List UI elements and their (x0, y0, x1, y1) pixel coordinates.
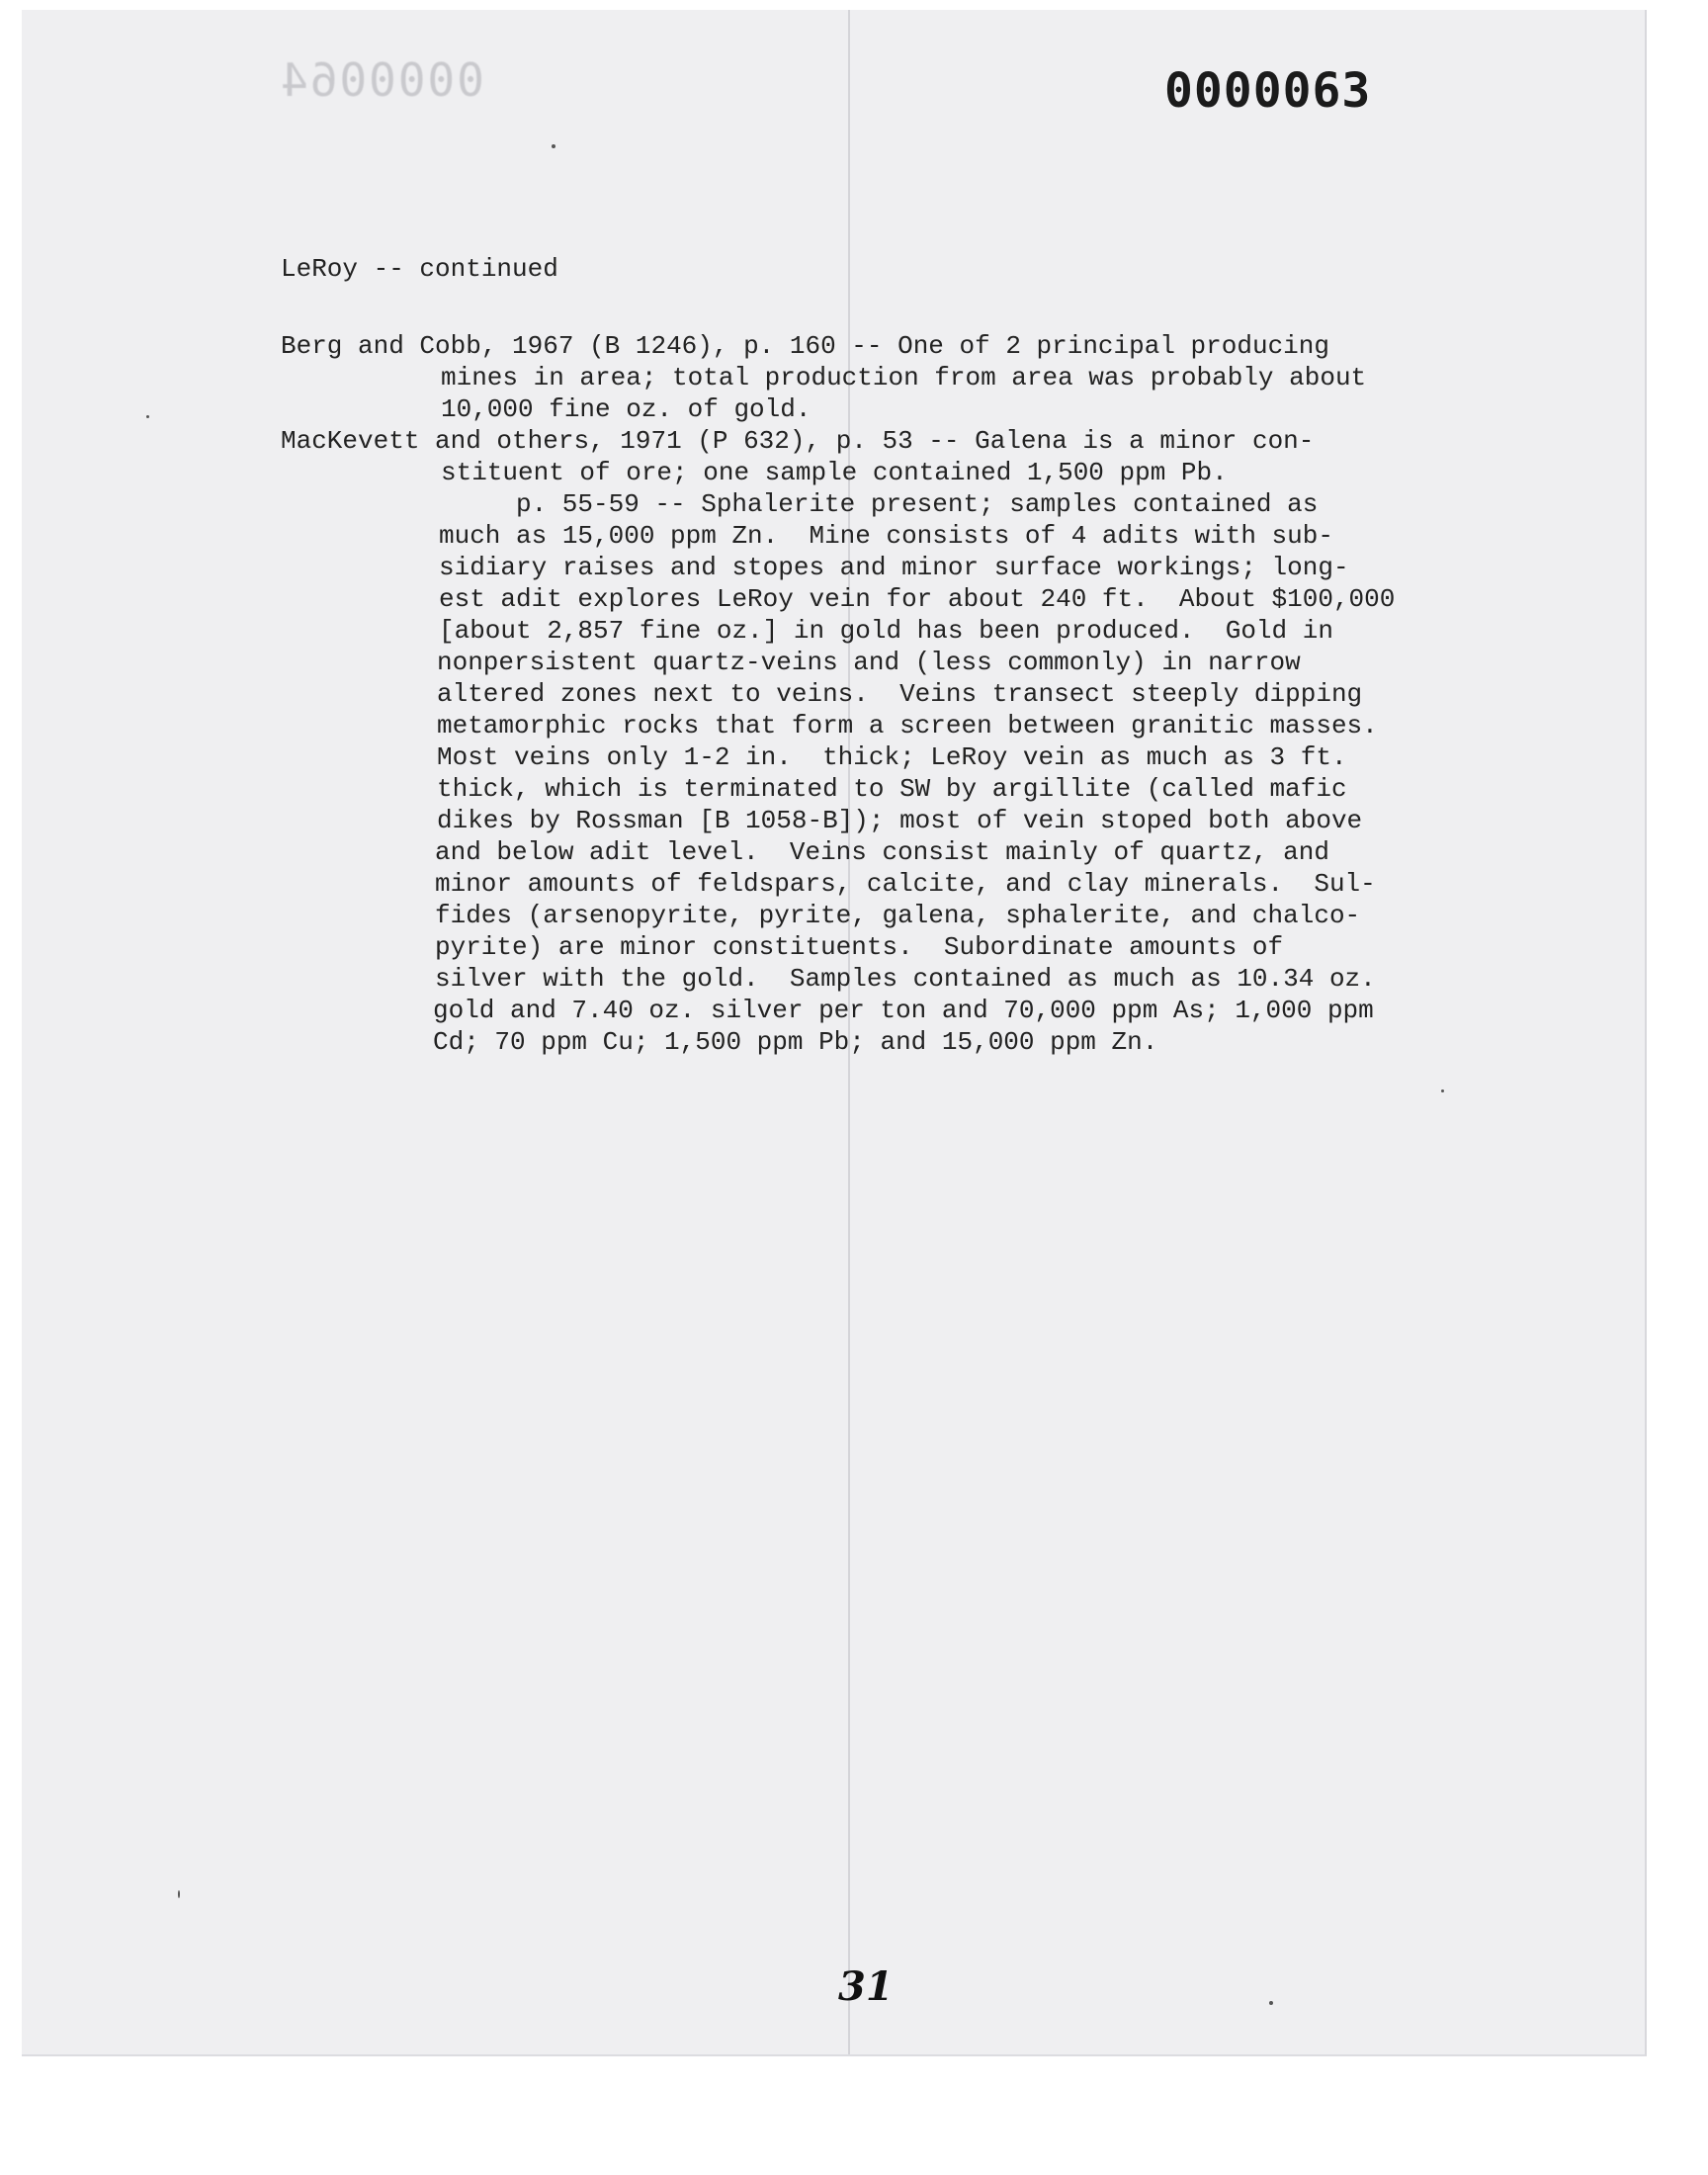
text-line: metamorphic rocks that form a screen between granitic masses. (437, 711, 1378, 740)
text-line: mines in area; total production from area was probably about (441, 363, 1367, 392)
text-line: pyrite) are minor constituents. Subordinate amounts of (435, 932, 1284, 962)
page-heading: LeRoy -- continued (281, 254, 558, 284)
scan-speck (552, 144, 555, 148)
text-line: est adit explores LeRoy vein for about 240 ft. About $100,000 (439, 584, 1396, 614)
text-line: MacKevett and others, 1971 (P 632), p. 53 -- Galena is a minor con- (281, 426, 1315, 456)
text-line: 10,000 fine oz. of gold. (441, 394, 811, 424)
text-line: minor amounts of feldspars, calcite, and clay minerals. Sul- (435, 869, 1376, 899)
text-line: stituent of ore; one sample contained 1,500 ppm Pb. (441, 458, 1228, 487)
scan-speck (146, 415, 149, 418)
text-line: fides (arsenopyrite, pyrite, galena, sphalerite, and chalco- (435, 901, 1361, 930)
text-line: altered zones next to veins. Veins transect steeply dipping (437, 679, 1363, 709)
scan-speck (1269, 2001, 1273, 2005)
text-line: silver with the gold. Samples contained as much as 10.34 oz. (435, 964, 1376, 994)
text-line: [about 2,857 fine oz.] in gold has been produced. Gold in (439, 616, 1333, 646)
text-line: p. 55-59 -- Sphalerite present; samples contained as (516, 489, 1319, 519)
scan-speck (178, 1890, 180, 1898)
text-line: thick, which is terminated to SW by argillite (called mafic (437, 774, 1347, 804)
text-line: sidiary raises and stopes and minor surface workings; long- (439, 553, 1349, 582)
scan-speck (1441, 1089, 1444, 1092)
text-line: much as 15,000 ppm Zn. Mine consists of 4 adits with sub- (439, 521, 1333, 551)
text-line: Berg and Cobb, 1967 (B 1246), p. 160 -- One of 2 principal producing (281, 331, 1329, 361)
stamp-number: 0000063 (1164, 63, 1372, 119)
text-line: Most veins only 1-2 in. thick; LeRoy vein as much as 3 ft. (437, 742, 1347, 772)
text-line: Cd; 70 ppm Cu; 1,500 ppm Pb; and 15,000 ppm Zn. (433, 1027, 1158, 1057)
text-line: dikes by Rossman [B 1058-B]); most of vein stoped both above (437, 806, 1363, 835)
text-line: gold and 7.40 oz. silver per ton and 70,000 ppm As; 1,000 ppm (433, 996, 1374, 1025)
text-line: nonpersistent quartz-veins and (less commonly) in narrow (437, 648, 1301, 677)
text-line: and below adit level. Veins consist mainly of quartz, and (435, 837, 1329, 867)
ghost-stamp-number: 0000064 (279, 53, 484, 107)
handwritten-page-number: 31 (838, 1963, 894, 2010)
